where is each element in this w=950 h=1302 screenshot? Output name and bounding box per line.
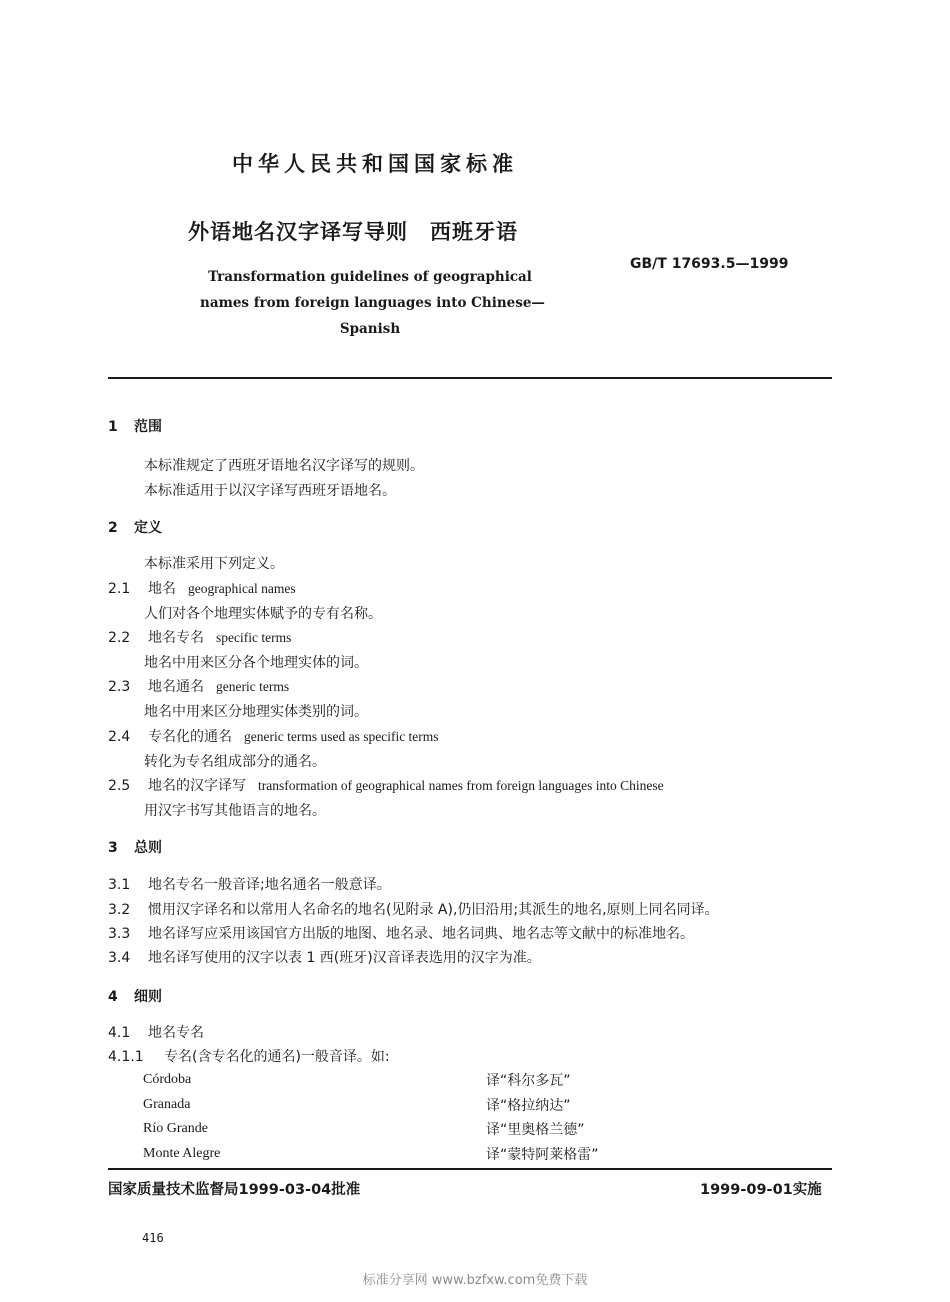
term-cn: 地名 bbox=[148, 581, 176, 597]
rule-item bbox=[108, 923, 694, 943]
term-en: transformation of geographical names from foreign languages into Chinese bbox=[258, 778, 664, 793]
term-number: 2.2 bbox=[108, 630, 131, 646]
item-number: 4.1 bbox=[108, 1025, 131, 1041]
example-translation: 译“里奥格兰德” bbox=[486, 1122, 585, 1138]
section-number: 3 bbox=[108, 840, 118, 856]
section-title: 范围 bbox=[134, 419, 162, 435]
item-text: 地名译写使用的汉字以表 1 西(班牙)汉音译表选用的汉字为准。 bbox=[148, 950, 541, 966]
definition-text: 人们对各个地理实体赋予的专有名称。 bbox=[144, 606, 382, 622]
english-title bbox=[200, 264, 545, 342]
item-text: 专名(含专名化的通名)一般音译。如: bbox=[164, 1049, 390, 1065]
example-name: Córdoba bbox=[143, 1072, 192, 1087]
english-title-line: Spanish bbox=[339, 321, 401, 337]
subsection-heading bbox=[108, 1046, 390, 1066]
section-title: 定义 bbox=[134, 520, 162, 536]
term-en: specific terms bbox=[216, 630, 292, 645]
item-text: 地名专名 bbox=[148, 1025, 204, 1041]
paragraph: 本标准采用下列定义。 bbox=[144, 556, 284, 572]
rule-item bbox=[108, 947, 541, 967]
section-2-heading bbox=[108, 517, 162, 537]
definition-text: 地名中用来区分地理实体类别的词。 bbox=[144, 704, 368, 720]
item-number: 3.3 bbox=[108, 926, 131, 942]
item-text: 惯用汉字译名和以常用人名命名的地名(见附录 A),仍旧沿用;其派生的地名,原则上同名同译。 bbox=[148, 902, 719, 918]
paragraph: 本标准规定了西班牙语地名汉字译写的规则。 bbox=[144, 458, 424, 474]
implementation-date: 1999-09-01实施 bbox=[700, 1182, 822, 1198]
section-title: 总则 bbox=[134, 840, 162, 856]
term-en: generic terms bbox=[216, 679, 290, 694]
term-number: 2.1 bbox=[108, 581, 131, 597]
item-text: 地名专名一般音译;地名通名一般意译。 bbox=[148, 877, 391, 893]
section-number: 4 bbox=[108, 989, 118, 1005]
term-cn: 地名通名 bbox=[148, 679, 204, 695]
example-name: Granada bbox=[143, 1097, 191, 1112]
definition-term bbox=[108, 726, 439, 746]
watermark: 标准分享网 www.bzfxw.com免费下载 bbox=[362, 1273, 588, 1288]
term-number: 2.4 bbox=[108, 729, 131, 745]
standard-number: GB/T 17693.5—1999 bbox=[630, 256, 789, 272]
subsection-heading bbox=[108, 1022, 204, 1042]
section-number: 1 bbox=[108, 419, 118, 435]
paragraph: 本标准适用于以汉字译写西班牙语地名。 bbox=[144, 483, 396, 499]
rule-item bbox=[108, 874, 391, 894]
definition-term bbox=[108, 627, 291, 647]
page-number: 416 bbox=[142, 1231, 164, 1245]
item-number: 3.1 bbox=[108, 877, 131, 893]
header-divider bbox=[108, 377, 832, 379]
term-number: 2.3 bbox=[108, 679, 131, 695]
example-translation: 译“格拉纳达” bbox=[486, 1098, 571, 1114]
section-1-heading bbox=[108, 416, 162, 436]
footer-divider bbox=[108, 1168, 832, 1170]
example-translation: 译“科尔多瓦” bbox=[486, 1073, 571, 1089]
definition-text: 地名中用来区分各个地理实体的词。 bbox=[144, 655, 368, 671]
rule-item bbox=[108, 899, 719, 919]
term-number: 2.5 bbox=[108, 778, 131, 794]
term-en: generic terms used as specific terms bbox=[244, 729, 439, 744]
national-standard-heading: 中华人民共和国国家标准 bbox=[232, 152, 518, 176]
approval-line: 国家质量技术监督局1999-03-04批准 bbox=[108, 1182, 361, 1198]
term-en: geographical names bbox=[188, 581, 296, 596]
definition-term bbox=[108, 676, 289, 696]
item-text: 地名译写应采用该国官方出版的地图、地名录、地名词典、地名志等文献中的标准地名。 bbox=[148, 926, 694, 942]
term-cn: 专名化的通名 bbox=[148, 729, 232, 745]
definition-term bbox=[108, 578, 296, 598]
item-number: 4.1.1 bbox=[108, 1049, 144, 1065]
item-number: 3.2 bbox=[108, 902, 131, 918]
example-name: Río Grande bbox=[143, 1121, 208, 1136]
section-title: 细则 bbox=[134, 989, 162, 1005]
definition-text: 转化为专名组成部分的通名。 bbox=[144, 754, 326, 770]
definition-term bbox=[108, 775, 664, 795]
definition-text: 用汉字书写其他语言的地名。 bbox=[144, 803, 326, 819]
example-translation: 译“蒙特阿莱格雷” bbox=[486, 1147, 599, 1163]
term-cn: 地名的汉字译写 bbox=[148, 778, 246, 794]
section-4-heading bbox=[108, 986, 162, 1006]
chinese-title: 外语地名汉字译写导则 西班牙语 bbox=[188, 220, 518, 244]
section-number: 2 bbox=[108, 520, 118, 536]
term-cn: 地名专名 bbox=[148, 630, 204, 646]
item-number: 3.4 bbox=[108, 950, 131, 966]
english-title-line: names from foreign languages into Chinese— bbox=[200, 295, 545, 311]
section-3-heading bbox=[108, 837, 162, 857]
example-name: Monte Alegre bbox=[143, 1146, 221, 1161]
english-title-line: Transformation guidelines of geographical bbox=[208, 269, 532, 285]
